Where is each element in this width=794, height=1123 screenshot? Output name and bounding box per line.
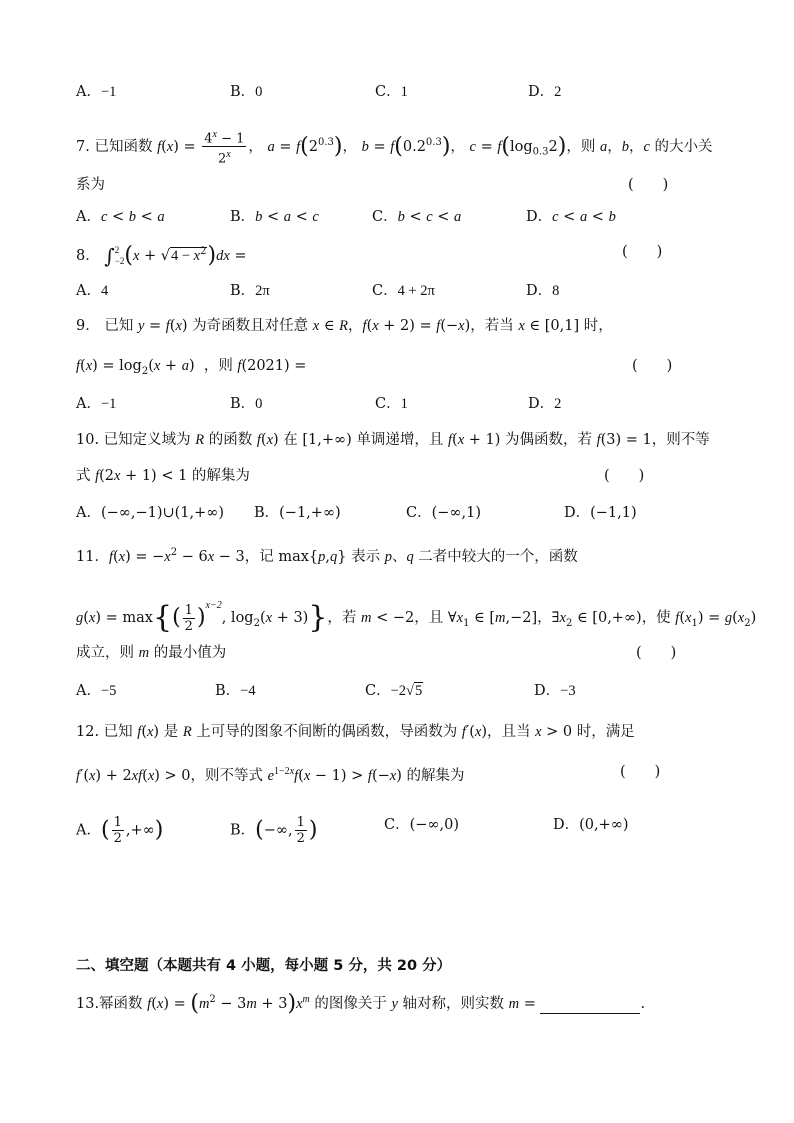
q7-answer-paren: ( ) xyxy=(628,177,669,193)
q8-option-c: C．4 + 2π xyxy=(372,283,435,299)
q11-option-a: A．−5 xyxy=(76,683,117,699)
q11-option-c: C．−2√5 xyxy=(365,683,423,699)
q12-option-c: C．(−∞,0) xyxy=(384,817,459,833)
q10-answer-paren: ( ) xyxy=(604,468,645,484)
q9-option-a: A．−1 xyxy=(76,396,117,412)
q12-option-b: B．(−∞, $\frac{1}{2}$ ) xyxy=(230,815,318,846)
q11-option-b: B．−4 xyxy=(215,683,256,699)
q9-option-d: D．2 xyxy=(528,396,562,412)
q10-option-a: A．(−∞,−1)∪(1,+∞) xyxy=(76,505,225,521)
q11-stem-cont2: 成立，则 m 的最小值为 xyxy=(76,645,227,661)
q12-answer-paren: ( ) xyxy=(620,764,661,780)
q12-stem-cont: f′(x) + 2xf(x) > 0，则不等式 $e^{1-2x}f(x - 1) > f(-x)$ 的解集为 xyxy=(76,766,465,784)
q10-option-c: C．(−∞,1) xyxy=(406,505,481,521)
q11-option-d: D．−3 xyxy=(534,683,576,699)
q7-stem: 7. 已知函数 f(x) = $\frac{4^x - 1}{2^x}$ ， $a = f(2^{0.3})$， $b = f(0.2^{0.3})$， $c = f(\log_{0.3}2)$，则 a，b，c 的大小关 xyxy=(76,129,713,167)
q9-answer-paren: ( ) xyxy=(632,358,673,374)
q13-stem: 13.幂函数 $f(x) = (m^2 - 3m + 3)x^m$ 的图像关于 y 轴对称，则实数 m = . xyxy=(76,990,646,1016)
q6-option-b: B．0 xyxy=(230,84,263,100)
q6-option-c: C．1 xyxy=(375,84,408,100)
q8-option-b: B．2π xyxy=(230,283,270,299)
q7-option-c: C．b < c < a xyxy=(372,209,462,225)
q9-stem-cont: $f(x) = \log_2(x + a)$ ，则 f(2021) = xyxy=(76,358,307,377)
q12-option-a: A．( $\frac{1}{2}$ ,+∞) xyxy=(76,815,164,846)
q10-option-b: B．(−1,+∞) xyxy=(254,505,341,521)
q13-answer-blank[interactable] xyxy=(540,999,640,1014)
q6-option-a: A．−1 xyxy=(76,84,117,100)
q8-option-d: D．8 xyxy=(526,283,560,299)
q7-stem-cont: 系为 xyxy=(76,177,105,193)
q10-stem: 10. 已知定义域为 R 的函数 f(x) 在 [1,+∞) 单调递增，且 f(x + 1) 为偶函数，若 f(3) = 1，则不等 xyxy=(76,432,710,448)
q12-option-d: D．(0,+∞) xyxy=(553,817,629,833)
q10-stem-cont: 式 f(2x + 1) < 1 的解集为 xyxy=(76,468,250,484)
q8-answer-paren: ( ) xyxy=(622,244,663,260)
q12-stem: 12. 已知 f(x) 是 R 上可导的图象不间断的偶函数，导函数为 f′(x)，且当 x > 0 时，满足 xyxy=(76,724,635,740)
q9-stem: 9． 已知 y = f(x) 为奇函数且对任意 x ∈ R，f(x + 2) = f(−x)，若当 x ∈ [0,1] 时， xyxy=(76,318,613,334)
q8-option-a: A．4 xyxy=(76,283,109,299)
q6-option-d: D．2 xyxy=(528,84,562,100)
q7-option-d: D．c < a < b xyxy=(526,209,616,225)
q7-option-b: B．b < a < c xyxy=(230,209,319,225)
section2-title: 二、填空题（本题共有 4 小题，每小题 5 分，共 20 分） xyxy=(76,958,452,974)
q11-stem-cont: g(x) = max{( $\frac{1}{2}$ )$^{x-2}$, $\log_2(x + 3)$}，若 m < −2，且 $\forall x_1$ ∈ [m,−2]，$\exists x_2$ ∈ [0,+∞)，使 $f(x_1) = g(x_2)$ xyxy=(76,600,757,635)
q9-option-c: C．1 xyxy=(375,396,408,412)
q10-option-d: D．(−1,1) xyxy=(564,505,637,521)
q11-answer-paren: ( ) xyxy=(636,645,677,661)
q9-option-b: B．0 xyxy=(230,396,263,412)
q11-stem: 11．$f(x) = -x^2 - 6x - 3$，记 max{p,q} 表示 p、q 二者中较大的一个，函数 xyxy=(76,547,578,565)
q8-stem: 8． ∫2 $-2(x + √4 - x^2)dx$ = xyxy=(76,242,247,268)
q7-option-a: A．c < b < a xyxy=(76,209,165,225)
